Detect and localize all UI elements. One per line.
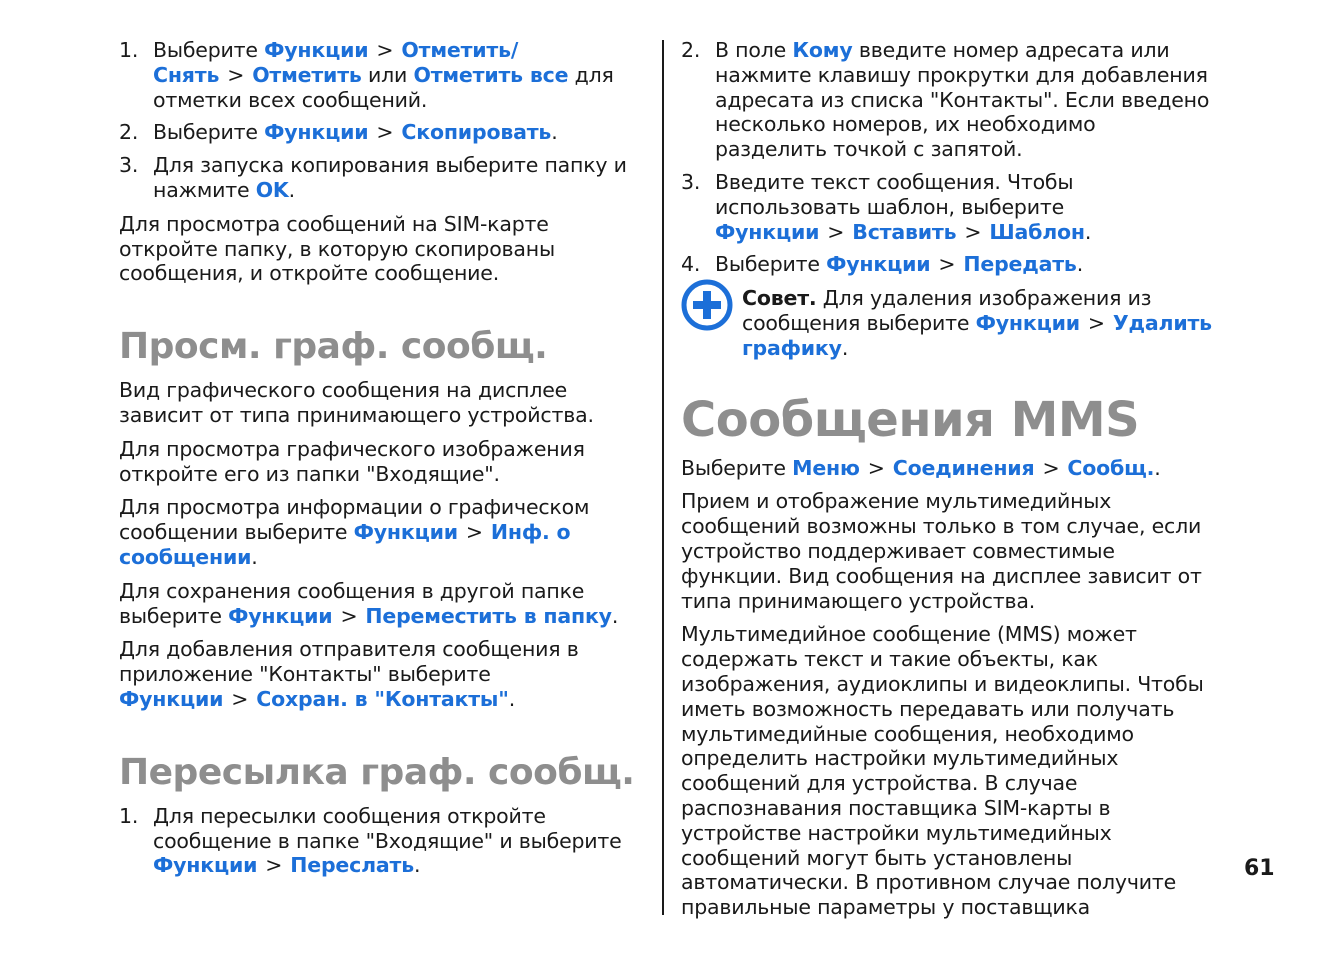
path-separator: > xyxy=(376,38,394,62)
step-number: 1. xyxy=(119,38,139,62)
list-item xyxy=(119,153,651,203)
menu-link-functions[interactable]: Функции xyxy=(715,219,820,244)
tip-label: Совет. xyxy=(742,286,817,311)
menu-link-ok[interactable]: OK xyxy=(255,177,289,202)
paragraph-text: Для сохранения сообщения в другой папке выберите xyxy=(119,578,585,628)
step-text: Выберите xyxy=(715,252,827,277)
step-text: для отметки всех сообщений. xyxy=(153,62,614,112)
step-text: введите номер адресата или нажмите клавишу прокрутки для добавления адресата из списка "Контакты". Если введено несколько номеров, их необходимо разделить точкой с запятой. xyxy=(715,38,1210,162)
step-text: В поле xyxy=(715,38,793,62)
paragraph-text: . xyxy=(611,603,619,628)
path-separator: > xyxy=(227,62,245,87)
path-separator: > xyxy=(465,520,483,545)
paragraph-text: . xyxy=(251,544,258,569)
path-separator: > xyxy=(231,686,249,711)
view-paragraph: Для просмотра графического изображения откройте его из папки "Входящие". xyxy=(119,436,585,486)
list-item xyxy=(681,38,1213,162)
list-item xyxy=(119,120,651,145)
menu-link-forward[interactable]: Переслать xyxy=(290,853,414,878)
path-separator: > xyxy=(265,853,283,878)
mms-path-paragraph xyxy=(681,456,1213,481)
step-number: 3. xyxy=(119,153,139,178)
menu-link-insert[interactable]: Вставить xyxy=(852,219,957,244)
menu-link-functions[interactable]: Функции xyxy=(119,686,224,711)
section-heading-view: Просм. граф. сообщ. xyxy=(119,326,548,368)
menu-link-menu[interactable]: Меню xyxy=(792,455,860,480)
paragraph-text: Выберите xyxy=(681,455,793,480)
path-separator: > xyxy=(1087,310,1105,335)
left-column xyxy=(119,38,651,887)
step-text: . xyxy=(1084,219,1092,244)
step-text: Выберите xyxy=(153,38,265,62)
step-number: 2. xyxy=(119,120,139,145)
menu-link-mark-all[interactable]: Отметить все xyxy=(413,62,569,87)
view-paragraph xyxy=(119,637,651,711)
step-text: Для пересылки сообщения откройте сообщение в папке "Входящие" и выберите xyxy=(153,803,622,853)
step-number: 3. xyxy=(681,169,701,194)
menu-link-save-to-contacts[interactable]: Сохран. в "Контакты" xyxy=(256,686,509,711)
path-separator: > xyxy=(938,252,956,277)
forward-steps-continued-list xyxy=(681,38,1213,277)
copy-steps-list xyxy=(119,38,651,203)
menu-link-send[interactable]: Передать xyxy=(963,252,1077,277)
menu-link-message-info[interactable]: Инф. о сообщении xyxy=(119,520,571,569)
list-item xyxy=(119,804,651,878)
section-heading-forward: Пересылка граф. сообщ. xyxy=(119,751,635,793)
view-paragraph: Вид графического сообщения на дисплее зависит от типа принимающего устройства. xyxy=(119,378,594,427)
step-text: или xyxy=(361,62,414,87)
paragraph-text: Для добавления отправителя сообщения в приложение "Контакты" выберите xyxy=(119,637,579,687)
list-item xyxy=(119,38,651,112)
list-item xyxy=(681,170,1213,244)
step-text: Выберите xyxy=(153,120,265,145)
menu-link-copy[interactable]: Скопировать xyxy=(401,120,552,145)
menu-link-functions[interactable]: Функции xyxy=(228,603,333,628)
step-text: . xyxy=(288,177,295,202)
mms-paragraph: Прием и отображение мультимедийных сообщений возможны только в том случае, если устройство поддерживает совместимые функции. Вид сообщения на дисплее зависит от типа принимающего устройства. xyxy=(681,489,1202,613)
field-link-to[interactable]: Кому xyxy=(792,38,853,62)
menu-link-move-to-folder[interactable]: Переместить в папку xyxy=(365,603,612,628)
step-number: 1. xyxy=(119,803,139,828)
menu-link-functions[interactable]: Функции xyxy=(153,853,258,878)
section-heading-mms: Сообщения MMS xyxy=(681,391,1140,448)
menu-link-connections[interactable]: Соединения xyxy=(892,455,1035,480)
step-number: 4. xyxy=(681,252,701,277)
step-text: Для запуска копирования выберите папку и нажмите xyxy=(153,153,627,202)
mms-paragraph: Мультимедийное сообщение (MMS) может содержать текст и такие объекты, как изображения, аудиоклипы и видеоклипы. Чтобы иметь возможность передавать или получать мультимедийные сообщения, необходимо определить настройки мультимедийных сообщений для устройства. В случае распознавания поставщика SIM-карты в устройстве настройки мультимедийных сообщений могут быть установлены автоматически. В противном случае получите правильные параметры у поставщика xyxy=(681,622,1204,920)
path-separator: > xyxy=(867,455,885,480)
plus-circle-icon xyxy=(681,279,733,331)
paragraph-text: Для просмотра информации о графическом сообщении выберите xyxy=(119,495,590,545)
menu-link-mark-unmark[interactable]: Отметить/Снять xyxy=(153,38,519,87)
tip-text: . xyxy=(841,335,849,360)
menu-link-functions[interactable]: Функции xyxy=(264,120,369,145)
forward-steps-list xyxy=(119,804,651,878)
menu-link-delete-image[interactable]: Удалить графику xyxy=(742,310,1212,360)
path-separator: > xyxy=(376,120,394,145)
menu-link-template[interactable]: Шаблон xyxy=(989,219,1085,244)
paragraph-text: . xyxy=(508,686,516,711)
list-item xyxy=(681,252,1213,277)
step-number: 2. xyxy=(681,38,701,62)
path-separator: > xyxy=(827,219,845,244)
tip-text: Для удаления изображения из сообщения выберите xyxy=(742,286,1152,335)
step-text: . xyxy=(1076,252,1084,277)
path-separator: > xyxy=(1042,455,1060,480)
menu-link-messages[interactable]: Сообщ. xyxy=(1067,455,1155,480)
page-number: 61 xyxy=(1244,856,1275,881)
step-text: . xyxy=(551,120,558,145)
sim-paragraph: Для просмотра сообщений на SIM-карте откройте папку, в которую скопированы сообщения, и откройте сообщение. xyxy=(119,211,555,286)
step-text: . xyxy=(413,853,421,878)
menu-link-functions[interactable]: Функции xyxy=(353,520,458,545)
menu-link-functions[interactable]: Функции xyxy=(975,310,1080,335)
path-separator: > xyxy=(964,219,982,244)
right-column xyxy=(681,38,1213,929)
menu-link-functions[interactable]: Функции xyxy=(826,252,931,277)
menu-link-mark[interactable]: Отметить xyxy=(252,62,362,87)
menu-link-functions[interactable]: Функции xyxy=(264,38,369,62)
view-paragraph xyxy=(119,495,651,569)
paragraph-text: . xyxy=(1154,455,1161,480)
view-paragraph xyxy=(119,579,651,629)
path-separator: > xyxy=(340,603,358,628)
column-divider xyxy=(662,40,664,915)
tip-block xyxy=(681,286,1213,360)
step-text: Введите текст сообщения. Чтобы использовать шаблон, выберите xyxy=(715,169,1074,219)
